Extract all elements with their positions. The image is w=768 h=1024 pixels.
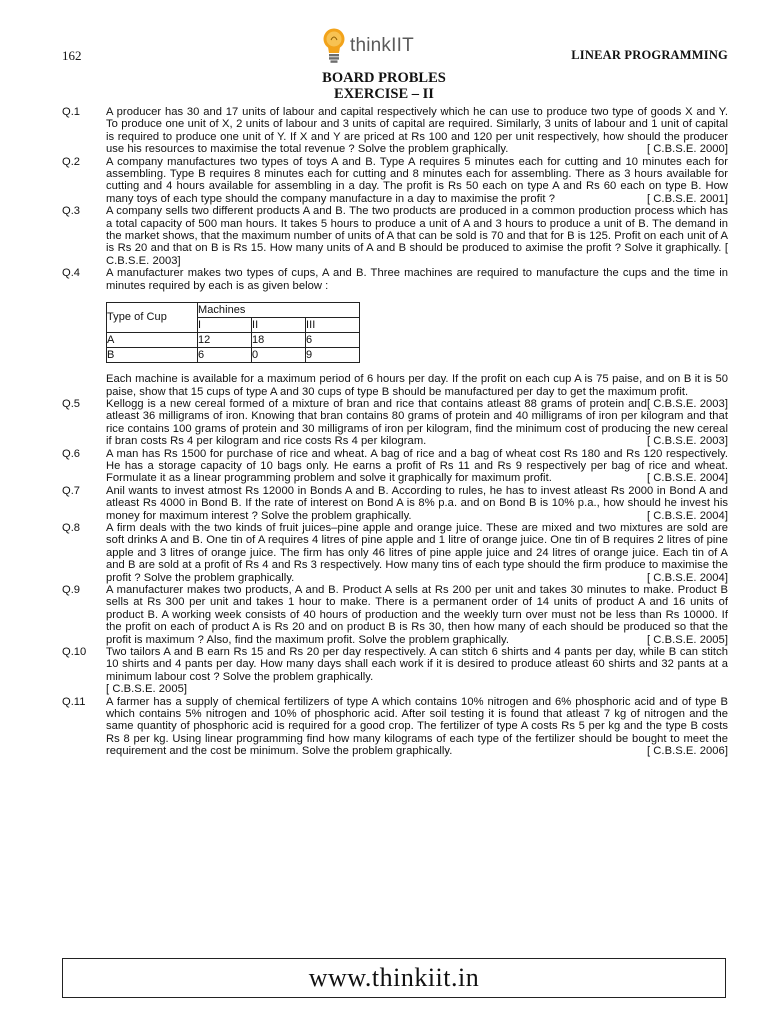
- question-item: [62, 522, 728, 584]
- question-number: Q.9: [62, 584, 81, 596]
- table-cell: 6: [198, 348, 252, 363]
- question-item: [62, 205, 728, 267]
- question-body: [106, 522, 728, 584]
- question-item: [62, 448, 728, 485]
- table-cell: 0: [252, 348, 306, 363]
- question-text: A manufacturer makes two types of cups, A and B. Three machines are required to manufacture the cups and the time in minutes required by each is as given below :: [106, 267, 728, 292]
- question-body: [106, 485, 728, 522]
- question-body: [106, 696, 728, 758]
- question-number: Q.4: [62, 267, 81, 280]
- question-number: Q.11: [62, 695, 86, 708]
- question-citation: [ C.B.S.E. 2003]: [106, 242, 728, 267]
- question-number: Q.5: [62, 397, 81, 410]
- table-cell: 12: [198, 333, 252, 348]
- question-item: [62, 485, 728, 522]
- question-item: [62, 398, 728, 448]
- lightbulb-icon: [320, 24, 350, 68]
- table-row: [107, 348, 360, 363]
- exercise-heading: EXERCISE – II: [334, 86, 434, 102]
- question-text: A company manufactures two types of toys A and B. Type A requires 5 minutes each for cutting and 10 minutes each for assembling. Type B requires 8 minutes each for cutting and 8 minutes each for assembling. There as 3 hours available for cutting and 4 hours available for assembling in a day. The profit is Rs 50 each on type A and Rs 60 each on type B. How many toys of each type should the company manufacture in a day to maximise the profit ?: [106, 155, 728, 205]
- question-number: Q.3: [62, 205, 81, 218]
- machine-time-table: [106, 302, 360, 363]
- table-col-header: II: [252, 318, 306, 333]
- question-body: [106, 156, 728, 206]
- question-citation: [ C.B.S.E. 2000]: [646, 143, 728, 156]
- question-text-continued: Each machine is available for a maximum period of 6 hours per day. If the profit on each cup A is 75 paise, and on B it is 50 paise, show that 15 cups of type A and 30 cups of type B should be manufactured per day to get the maximum profit.: [106, 373, 728, 398]
- question-text: Two tailors A and B earn Rs 15 and Rs 20 per day respectively. A can stitch 6 shirts and 4 pants per day, while B can stitch 10 shirts and 4 pants per day. How many days shall each work if it is desired to produce atleast 60 shirts and 32 pants at a minimum labour cost ? Solve the problem graphically.: [106, 646, 728, 683]
- logo-wordmark: thinkIIT: [350, 35, 414, 56]
- website-url: www.thinkiit.in: [308, 963, 480, 992]
- question-citation: [ C.B.S.E. 2005]: [106, 683, 188, 696]
- question-text: A man has Rs 1500 for purchase of rice and wheat. A bag of rice and a bag of wheat cost Rs 180 and Rs 120 respectively. He has a storage capacity of 10 bags only. He earns a profit of Rs 11 and Rs 9 respectively per bag of rice and wheat. Formulate it as a linear programming problem and solve it graphically for maximum profit.: [106, 447, 728, 485]
- table-col-header: III: [306, 318, 360, 333]
- question-citation: [ C.B.S.E. 2004]: [646, 571, 728, 584]
- question-item: [62, 646, 728, 696]
- question-number: Q.10: [62, 646, 87, 659]
- table-cell: 9: [306, 348, 360, 363]
- chapter-title: LINEAR PROGRAMMING: [571, 48, 728, 62]
- section-title: [0, 70, 768, 103]
- question-item: [62, 696, 728, 758]
- question-body: [106, 584, 728, 646]
- question-item: [62, 584, 728, 646]
- section-heading: BOARD PROBLES: [322, 70, 446, 86]
- question-number: Q.2: [62, 155, 81, 168]
- table-cell: 18: [252, 333, 306, 348]
- question-text: Anil wants to invest atmost Rs 12000 in Bonds A and B. According to rules, he has to invest atleast Rs 2000 in Bond A and atleast Rs 4000 in Bond B. If the rate of interest on Bond A is 8% p.a. and on Bond B is 10% p.a., how should he invest his money for maximum interest ? Solve the problem graphically.: [106, 484, 728, 522]
- question-number: Q.1: [62, 106, 81, 118]
- table-header-machines: Machines: [198, 303, 360, 318]
- question-text: A producer has 30 and 17 units of labour and capital respectively which he can use to produce two type of goods X and Y. To produce one unit of X, 2 units of labour and 3 units of capital are required. Similarly, 3 units of labour and 1 unit of capital is required to produce one unit of Y. If X and Y are priced at Rs 100 and 120 per unit respectively, how should the producer use his resources to maximise the total revenue ? Solve the problem graphically.: [106, 106, 728, 156]
- footer-banner: [62, 958, 726, 998]
- question-citation: [ C.B.S.E. 2004]: [646, 509, 728, 522]
- question-body: [106, 267, 728, 410]
- question-number: Q.6: [62, 447, 81, 460]
- question-text: Kellogg is a new cereal formed of a mixture of bran and rice that contains atleast 88 grams of protein and atleast 36 milligrams of iron. Knowing that bran contains 80 grams of protein and 40 milligrams of iron per kilogram and that rice contains 100 grams of protein and 30 milligrams of iron per kilogram, find the minimum cost of producing the new cereal if bran costs Rs 4 per kilogram and rice costs Rs 4 per kilogram.: [106, 397, 728, 448]
- question-list: [62, 106, 728, 758]
- page-number: 162: [62, 48, 82, 63]
- question-citation: [ C.B.S.E. 2003]: [646, 397, 728, 410]
- table-col-header: I: [198, 318, 252, 333]
- table-cell-cup: A: [107, 333, 198, 348]
- question-number: Q.8: [62, 521, 81, 534]
- question-text: A manufacturer makes two products, A and B. Product A sells at Rs 200 per unit and takes 30 minutes to make. Product B sells at Rs 300 per unit and takes 1 hour to make. There is a permanent order of 14 units of product A and 16 units of product B. A working week consists of 40 hours of production and the weekly turn over must not be less than Rs 10000. If the profit on each of product A is Rs 20 and on product B is Rs 30, then how many of each should be produced so that the profit is maximum ? Also, find the maximum profit. Solve the problem graphically.: [106, 584, 728, 646]
- table-cell-cup: B: [107, 348, 198, 363]
- thinkiit-logo: [320, 24, 460, 70]
- question-body: [106, 398, 728, 448]
- question-citation: [ C.B.S.E. 2001]: [646, 192, 728, 205]
- question-body: [106, 106, 728, 156]
- question-body: [106, 448, 728, 485]
- question-text: A company sells two different products A and B. The two products are produced in a common production process which has a total capacity of 500 man hours. It takes 5 hours to produce a unit of A and 3 hours to produce a unit of B. The demand in the market shows, that the maximum number of units of A that can be sold is 70 and that for B is 125. Profit on each unit of A is Rs 20 and that on B is Rs 15. How many units of A and B should be produced to aximise the profit ? Solve it graphically.: [106, 205, 728, 255]
- table-cell: 6: [306, 333, 360, 348]
- question-number: Q.7: [62, 484, 81, 497]
- question-text: A firm deals with the two kinds of fruit juices–pine apple and orange juice. These are mixed and two mixtures are sold are soft drinks A and B. One tin of A requires 4 litres of pine apple and 1 litre of orange juice. One tin of B requires 2 litres of pine apple and 3 litres of orange juice. The firm has only 46 litres of pine apple juice and 24 litres of orange juice. Each tin of A and B are sold at a profit of Rs 4 and Rs 3 respectively. How many tins of each type should the firm produce to maximise the profit ? Solve the problem graphically.: [106, 521, 728, 584]
- question-citation: [ C.B.S.E. 2005]: [646, 633, 728, 646]
- question-citation: [ C.B.S.E. 2003]: [646, 435, 728, 448]
- question-body: [106, 205, 728, 267]
- question-citation: [ C.B.S.E. 2006]: [646, 745, 728, 758]
- question-body: [106, 646, 728, 696]
- question-item: [62, 156, 728, 206]
- table-row: [107, 333, 360, 348]
- table-header-type: Type of Cup: [107, 303, 198, 333]
- question-citation: [ C.B.S.E. 2004]: [646, 472, 728, 485]
- page-header: [0, 0, 768, 70]
- question-item: [62, 106, 728, 156]
- question-text: A farmer has a supply of chemical fertilizers of type A which contains 10% nitrogen and 6% phosphoric acid and of type B which contains 5% nitrogen and 10% of phosphoric acid. After soil testing it is found that atleast 7 kg of nitrogen and the same quantity of phosphoric acid is required for a good crop. The fertilizer of type A costs Rs 5 per kg and the type B costs Rs 8 per kg. Using linear programming find how many kilograms of each type of the fertilizer should be bought to meet the requirement and the cost be minimum. Solve the problem graphically.: [106, 695, 728, 758]
